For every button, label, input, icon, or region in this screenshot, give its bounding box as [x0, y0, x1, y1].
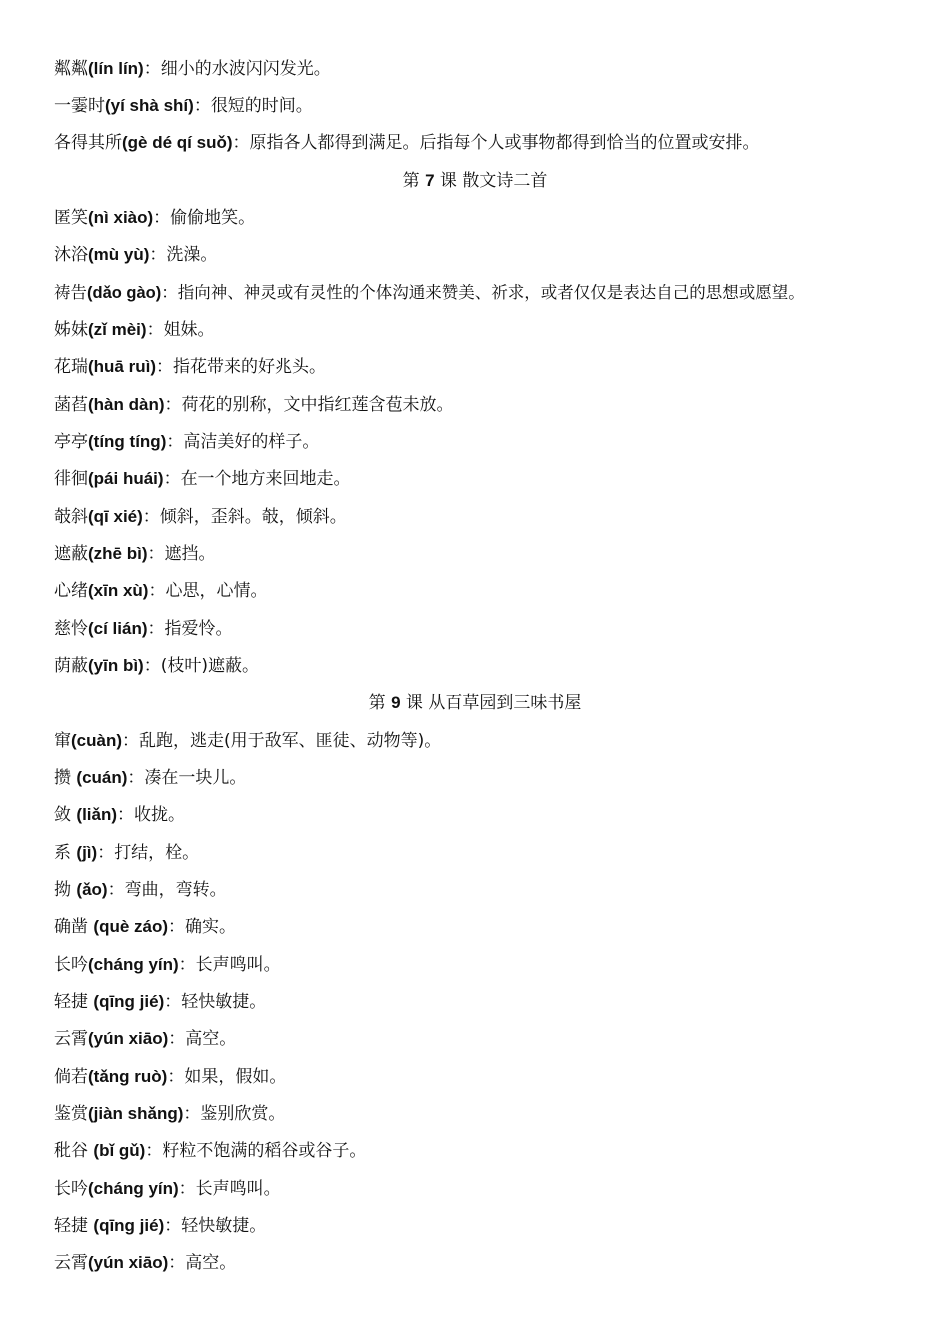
vocab-entry — [54, 94, 313, 118]
entry-definition: 指花带来的好兆头。 — [173, 357, 326, 377]
entry-colon: ： — [146, 320, 164, 340]
entry-colon: ： — [164, 395, 182, 415]
entry-colon: ： — [147, 544, 165, 564]
entry-word: 匿笑 — [54, 208, 88, 228]
entry-word: 系 — [54, 843, 77, 863]
entry-colon: ： — [232, 133, 250, 153]
vocab-entry — [54, 281, 805, 305]
entry-definition: 打结，栓。 — [114, 843, 200, 863]
vocab-entry — [54, 579, 267, 603]
entry-colon: ： — [142, 507, 160, 527]
entry-colon: ： — [183, 1104, 201, 1124]
entry-word: 花瑞 — [54, 357, 88, 377]
vocab-entry — [54, 57, 331, 81]
vocab-entry — [54, 766, 246, 790]
entry-pinyin: (ǎo) — [76, 880, 108, 899]
entry-word: 云霄 — [54, 1253, 88, 1273]
entry-definition: 偷偷地笑。 — [170, 208, 256, 228]
vocab-entry — [54, 318, 215, 342]
entry-definition: 长声鸣叫。 — [195, 955, 281, 975]
lesson-number: 9 — [391, 693, 401, 712]
entry-word: 粼粼 — [54, 59, 88, 79]
entry-word: 慈怜 — [54, 619, 88, 639]
vocab-entry — [54, 990, 266, 1014]
heading-prefix: 第 — [402, 171, 426, 191]
entry-definition: 长声鸣叫。 — [195, 1179, 281, 1199]
entry-word: 祷告 — [54, 283, 87, 302]
entry-definition: 轻快敏捷。 — [181, 1216, 267, 1236]
entry-colon: ： — [163, 469, 181, 489]
vocab-entry — [54, 1027, 236, 1051]
entry-definition: 高空。 — [185, 1253, 237, 1273]
entry-colon: ： — [164, 1216, 182, 1236]
entry-word: 轻捷 — [54, 1216, 94, 1236]
lesson-number: 7 — [425, 171, 435, 190]
vocab-entry — [54, 915, 236, 939]
entry-pinyin: (qī xié) — [88, 507, 143, 526]
entry-word: 沐浴 — [54, 245, 88, 265]
entry-word: 一霎时 — [54, 96, 105, 116]
entry-pinyin: (què záo) — [93, 917, 169, 936]
entry-definition: 遮挡。 — [164, 544, 216, 564]
vocab-entry — [54, 542, 216, 566]
vocab-entry — [54, 617, 233, 641]
entry-word: 姊妹 — [54, 320, 88, 340]
entry-colon: ： — [153, 208, 171, 228]
entry-colon: ： — [168, 1253, 186, 1273]
entry-definition: 很短的时间。 — [210, 96, 313, 116]
entry-word: 心绪 — [54, 581, 88, 601]
entry-definition: 原指各人都得到满足。后指每个人或事物都得到恰当的位置或安排。 — [249, 133, 760, 153]
entry-word: 鉴赏 — [54, 1104, 88, 1124]
entry-pinyin: (tǎng ruò) — [88, 1067, 168, 1086]
entry-definition: 轻快敏捷。 — [181, 992, 267, 1012]
entry-word: 窜 — [54, 731, 71, 751]
lesson-heading — [0, 691, 950, 715]
vocab-entry — [54, 206, 255, 230]
entry-colon: ： — [164, 992, 182, 1012]
entry-word: 云霄 — [54, 1029, 88, 1049]
vocab-entry — [54, 1251, 236, 1275]
entry-colon: ： — [127, 768, 145, 788]
entry-definition: 乱跑，逃走(用于敌军、匪徒、动物等)。 — [139, 731, 442, 751]
entry-definition: 弯曲，弯转。 — [124, 880, 227, 900]
vocab-entry — [54, 953, 281, 977]
entry-colon: ： — [178, 955, 196, 975]
heading-prefix: 第 — [368, 693, 392, 713]
entry-definition: 确实。 — [185, 917, 237, 937]
entry-definition: 高空。 — [185, 1029, 237, 1049]
entry-pinyin: (dǎo gào) — [87, 284, 162, 302]
vocab-entry — [54, 131, 760, 155]
entry-word: 确凿 — [54, 917, 94, 937]
entry-definition: 凑在一块儿。 — [144, 768, 247, 788]
lesson-title: 课 散文诗二首 — [434, 171, 548, 191]
entry-pinyin: (yí shà shí) — [105, 96, 194, 115]
entry-pinyin: (jì) — [76, 843, 98, 862]
entry-definition: 心思，心情。 — [165, 581, 268, 601]
entry-pinyin: (yún xiāo) — [88, 1029, 169, 1048]
entry-word: 拗 — [54, 880, 77, 900]
entry-pinyin: (nì xiào) — [88, 208, 154, 227]
vocab-entry — [54, 803, 185, 827]
entry-word: 倘若 — [54, 1067, 88, 1087]
entry-pinyin: (yīn bì) — [88, 656, 144, 675]
entry-colon: ： — [161, 283, 178, 302]
entry-pinyin: (cuàn) — [71, 731, 122, 750]
entry-colon: ： — [145, 1141, 163, 1161]
entry-word: 荫蔽 — [54, 656, 88, 676]
vocab-entry — [54, 729, 441, 753]
entry-pinyin: (cuán) — [76, 768, 128, 787]
entry-pinyin: (liǎn) — [76, 805, 118, 824]
entry-colon: ： — [168, 917, 186, 937]
vocab-entry — [54, 878, 227, 902]
entry-word: 秕谷 — [54, 1141, 94, 1161]
entry-definition: 洗澡。 — [166, 245, 218, 265]
entry-word: 各得其所 — [54, 133, 122, 153]
entry-pinyin: (tíng tíng) — [88, 432, 167, 451]
entry-pinyin: (cí lián) — [88, 619, 148, 638]
vocab-entry — [54, 467, 351, 491]
vocab-entry — [54, 1177, 281, 1201]
entry-definition: 细小的水波闪闪发光。 — [160, 59, 331, 79]
entry-pinyin: (bǐ gǔ) — [93, 1141, 146, 1160]
entry-definition: (枝叶)遮蔽。 — [160, 656, 259, 676]
entry-pinyin: (hàn dàn) — [88, 395, 165, 414]
vocab-entry — [54, 1102, 285, 1126]
vocab-entry — [54, 430, 319, 454]
entry-pinyin: (gè dé qí suǒ) — [122, 133, 233, 152]
entry-colon: ： — [147, 619, 165, 639]
entry-definition: 荷花的别称，文中指红莲含苞未放。 — [181, 395, 454, 415]
vocab-entry — [54, 355, 326, 379]
entry-pinyin: (zǐ mèi) — [88, 320, 147, 339]
entry-definition: 倾斜，歪斜。攲，倾斜。 — [159, 507, 347, 527]
entry-definition: 姐妹。 — [163, 320, 215, 340]
entry-word: 轻捷 — [54, 992, 94, 1012]
vocab-entry — [54, 1214, 266, 1238]
entry-colon: ： — [193, 96, 211, 116]
entry-colon: ： — [149, 245, 167, 265]
entry-definition: 鉴别欣赏。 — [200, 1104, 286, 1124]
entry-colon: ： — [143, 656, 161, 676]
entry-word: 长吟 — [54, 1179, 88, 1199]
entry-colon: ： — [143, 59, 161, 79]
entry-colon: ： — [178, 1179, 196, 1199]
vocab-entry — [54, 1139, 366, 1163]
vocab-entry — [54, 505, 347, 529]
entry-colon: ： — [122, 731, 139, 751]
entry-word: 攒 — [54, 768, 77, 788]
entry-colon: ： — [97, 843, 115, 863]
lesson-title: 课 从百草园到三味书屋 — [400, 693, 582, 713]
entry-pinyin: (lín lín) — [88, 59, 144, 78]
entry-colon: ： — [168, 1029, 186, 1049]
vocab-entry — [54, 393, 454, 417]
entry-pinyin: (pái huái) — [88, 469, 164, 488]
entry-colon: ： — [117, 805, 135, 825]
lesson-heading — [0, 169, 950, 193]
vocab-entry — [54, 243, 217, 267]
entry-pinyin: (qīng jié) — [93, 1216, 165, 1235]
entry-word: 亭亭 — [54, 432, 88, 452]
entry-definition: 高洁美好的样子。 — [183, 432, 320, 452]
entry-definition: 指爱怜。 — [164, 619, 233, 639]
entry-definition: 指向神、神灵或有灵性的个体沟通来赞美、祈求，或者仅仅是表达自己的思想或愿望。 — [177, 283, 805, 302]
entry-word: 徘徊 — [54, 469, 88, 489]
entry-definition: 籽粒不饱满的稻谷或谷子。 — [162, 1141, 367, 1161]
entry-colon: ： — [148, 581, 166, 601]
entry-definition: 如果，假如。 — [184, 1067, 287, 1087]
entry-pinyin: (qīng jié) — [93, 992, 165, 1011]
entry-pinyin: (xīn xù) — [88, 581, 149, 600]
entry-pinyin: (jiàn shǎng) — [88, 1104, 184, 1123]
entry-word: 菡萏 — [54, 395, 88, 415]
entry-word: 攲斜 — [54, 507, 88, 527]
entry-word: 敛 — [54, 805, 77, 825]
entry-pinyin: (cháng yín) — [88, 955, 179, 974]
entry-colon: ： — [156, 357, 173, 377]
vocab-entry — [54, 1065, 286, 1089]
entry-colon: ： — [166, 432, 184, 452]
vocab-entry — [54, 654, 259, 678]
entry-pinyin: (mù yù) — [88, 245, 150, 264]
entry-pinyin: (huā ruì) — [88, 357, 156, 376]
entry-definition: 收拢。 — [134, 805, 186, 825]
entry-definition: 在一个地方来回地走。 — [180, 469, 351, 489]
entry-colon: ： — [107, 880, 125, 900]
entry-pinyin: (zhē bì) — [88, 544, 148, 563]
vocab-entry — [54, 841, 199, 865]
entry-word: 遮蔽 — [54, 544, 88, 564]
entry-colon: ： — [167, 1067, 185, 1087]
entry-word: 长吟 — [54, 955, 88, 975]
entry-pinyin: (yún xiāo) — [88, 1253, 169, 1272]
entry-pinyin: (cháng yín) — [88, 1179, 179, 1198]
